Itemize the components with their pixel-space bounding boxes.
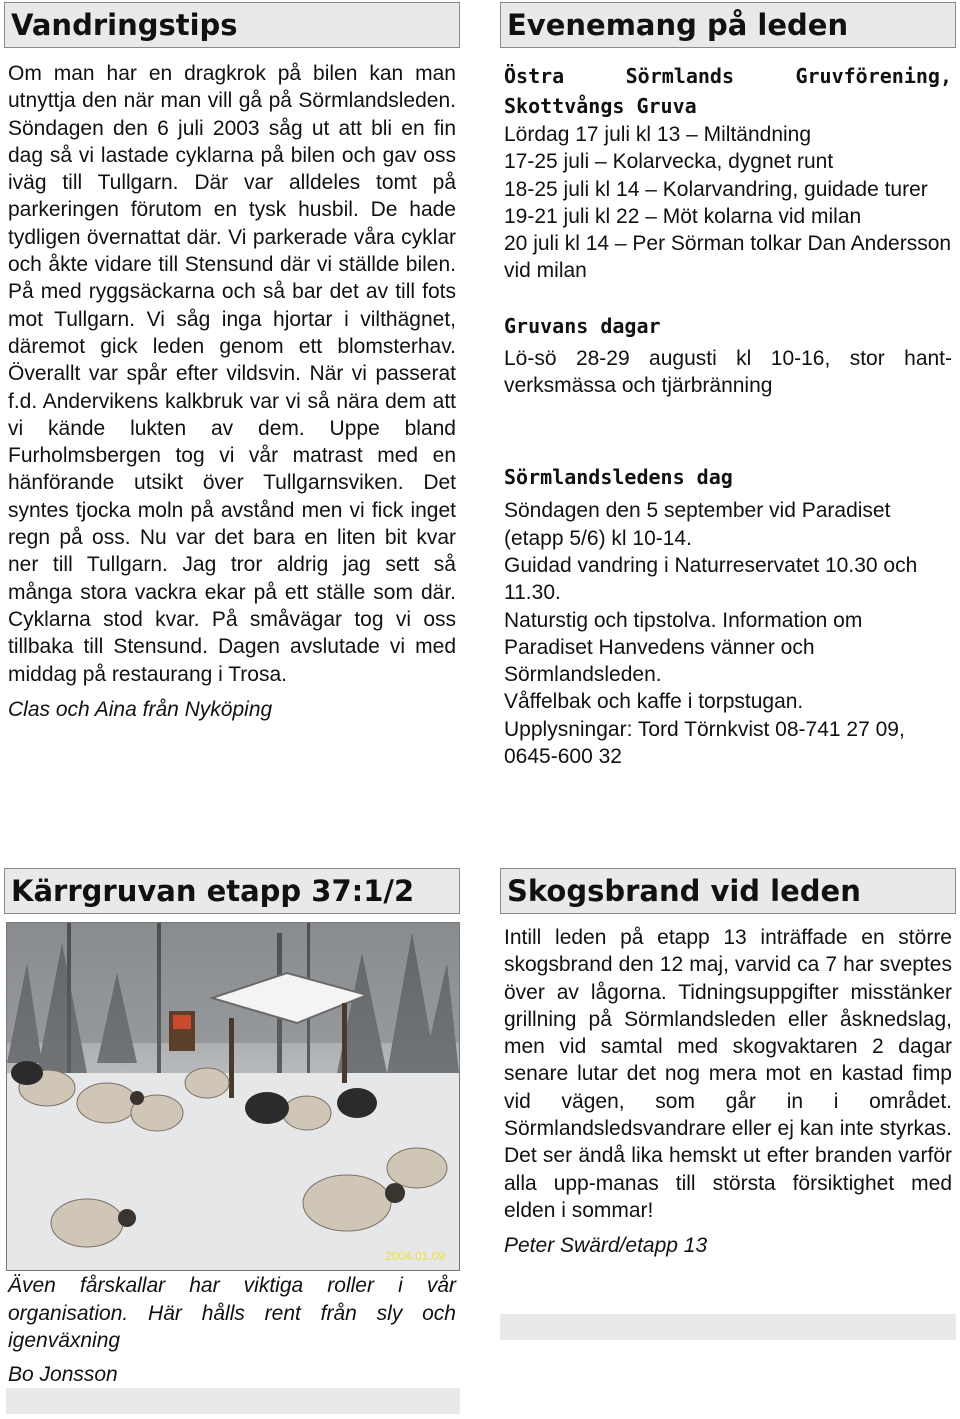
- evenemang-section: [500, 2, 956, 770]
- sheep-photo-illustration: [7, 923, 459, 1270]
- vandringstips-body: Om man har en dragkrok på bilen kan man utnyttja den när man vill gå på Sörmlandsleden. Söndagen den 6 juli 2003 såg ut att bli en fin dag så vi lastade cyklarna på bilen och gav oss iväg till Tullgarn. Där var alldeles tomt på parkeringen förutom en tysk husbil. De hade tydligen övernattat där. Vi parkerade våra cyklar och åkte vidare till Stensund där vi ställde bilen. På med ryggsäckarna och så bar det av till fots mot Tullgarn. Vi såg inga hjortar i vilthägnet, däremot gick leden genom ett blomsterhav. Överallt var spår efter vildsvin. När vi passerat f.d. Andervikens kalkbruk var vi så nära dem att vi kände lukten av dem. Uppe bland Furholmsbergen tog vi vår matrast med en hänförande utsikt över Tullgarnsviken. Det syntes tjocka moln på avstånd men vi fick inget regn på oss. Nu var det bara en liten bit kvar ner till Tullgarn. Jag tror aldrig jag sett så många stora vackra ekar på ett ställe som där. Cyklarna stod kvar. På småvägar tog vi oss tillbaka till Stensund. Dagen avslutade vi med middag på restaurang i Trosa.: [8, 62, 456, 686]
- event-item: Upplysningar: Tord Törnkvist 08-741 27 09, 0645-600 32: [504, 717, 905, 769]
- event-group-subheading: Skottvångs Gruva: [504, 94, 697, 118]
- skogsbrand-signature: Peter Swärd/etapp 13: [504, 1234, 708, 1258]
- skogsbrand-body: Intill leden på etapp 13 inträffade en större skogsbrand den 12 maj, varvid ca 7 har sveptes över av lågorna. Tidningsuppgifter misstänker grillning på Sörmlandsleden eller åsknedslag, men vid samtal med skogvaktaren 2 dagar senare lutar det nog mera mot en kastad fimp vid vägen, som går in i området. Sörmlandsledsvandrare eller ej kan inte styrkas. Det ser ändå lika hemskt ut efter branden varför alla upp-manas till största försiktighet med elden i sommar!: [504, 926, 952, 1222]
- event-item: 19-21 juli kl 22 – Möt kolarna vid milan: [504, 204, 862, 228]
- karrgruvan-section: [4, 868, 460, 914]
- vandringstips-section: [4, 2, 460, 724]
- karrgruvan-footer-bar: [6, 1388, 460, 1414]
- photo-caption: Även fårskallar har viktiga roller i vår organisation. Här hålls rent från sly och igenväxning: [8, 1274, 456, 1352]
- event-group-heading: Sörmlandsledens dag: [504, 465, 733, 490]
- sheep-photo: [6, 922, 460, 1271]
- karrgruvan-heading: Kärrgruvan etapp 37:1/2: [4, 868, 460, 914]
- event-item: Lö-sö 28-29 augusti kl 10-16, stor hant-verksmässa och tjärbränning: [504, 346, 952, 398]
- karrgruvan-caption-block: [4, 1272, 460, 1389]
- event-group-heading: Gruvans dagar: [504, 313, 661, 338]
- vandringstips-heading: Vandringstips: [4, 2, 460, 48]
- karrgruvan-signature: Bo Jonsson: [8, 1362, 118, 1386]
- event-group-heading: Östra Sörmlands Gruvförening,: [504, 64, 952, 88]
- event-item: Våffelbak och kaffe i torpstugan.: [504, 690, 804, 714]
- event-item: Lördag 17 juli kl 13 – Miltändning: [504, 123, 812, 146]
- photo-date-stamp: 2004.01.09: [385, 1249, 446, 1263]
- event-group-gruvans-dagar: [500, 311, 956, 400]
- event-item: Guidad vandring i Naturreservatet 10.30 och 11.30.: [504, 553, 918, 605]
- skogsbrand-footer-bar: [500, 1314, 956, 1340]
- evenemang-heading: Evenemang på leden: [500, 2, 956, 48]
- skogsbrand-section: [500, 868, 956, 1260]
- event-item: 18-25 juli kl 14 – Kolarvandring, guidade turer: [504, 177, 928, 201]
- vandringstips-signature: Clas och Aina från Nyköping: [8, 697, 273, 721]
- event-group-sormlandsledens-dag: [500, 462, 956, 770]
- skogsbrand-heading: Skogsbrand vid leden: [500, 868, 956, 914]
- event-item: 20 juli kl 14 – Per Sörman tolkar Dan Andersson vid milan: [504, 232, 952, 283]
- event-group-gruvforening: [500, 61, 956, 285]
- event-item: Söndagen den 5 september vid Paradiset (etapp 5/6) kl 10-14.: [504, 499, 891, 550]
- event-item: Naturstig och tipstolva. Information om Paradiset Hanvedens vänner och Sörmlandsleden.: [504, 608, 863, 687]
- event-item: 17-25 juli – Kolarvecka, dygnet runt: [504, 150, 834, 174]
